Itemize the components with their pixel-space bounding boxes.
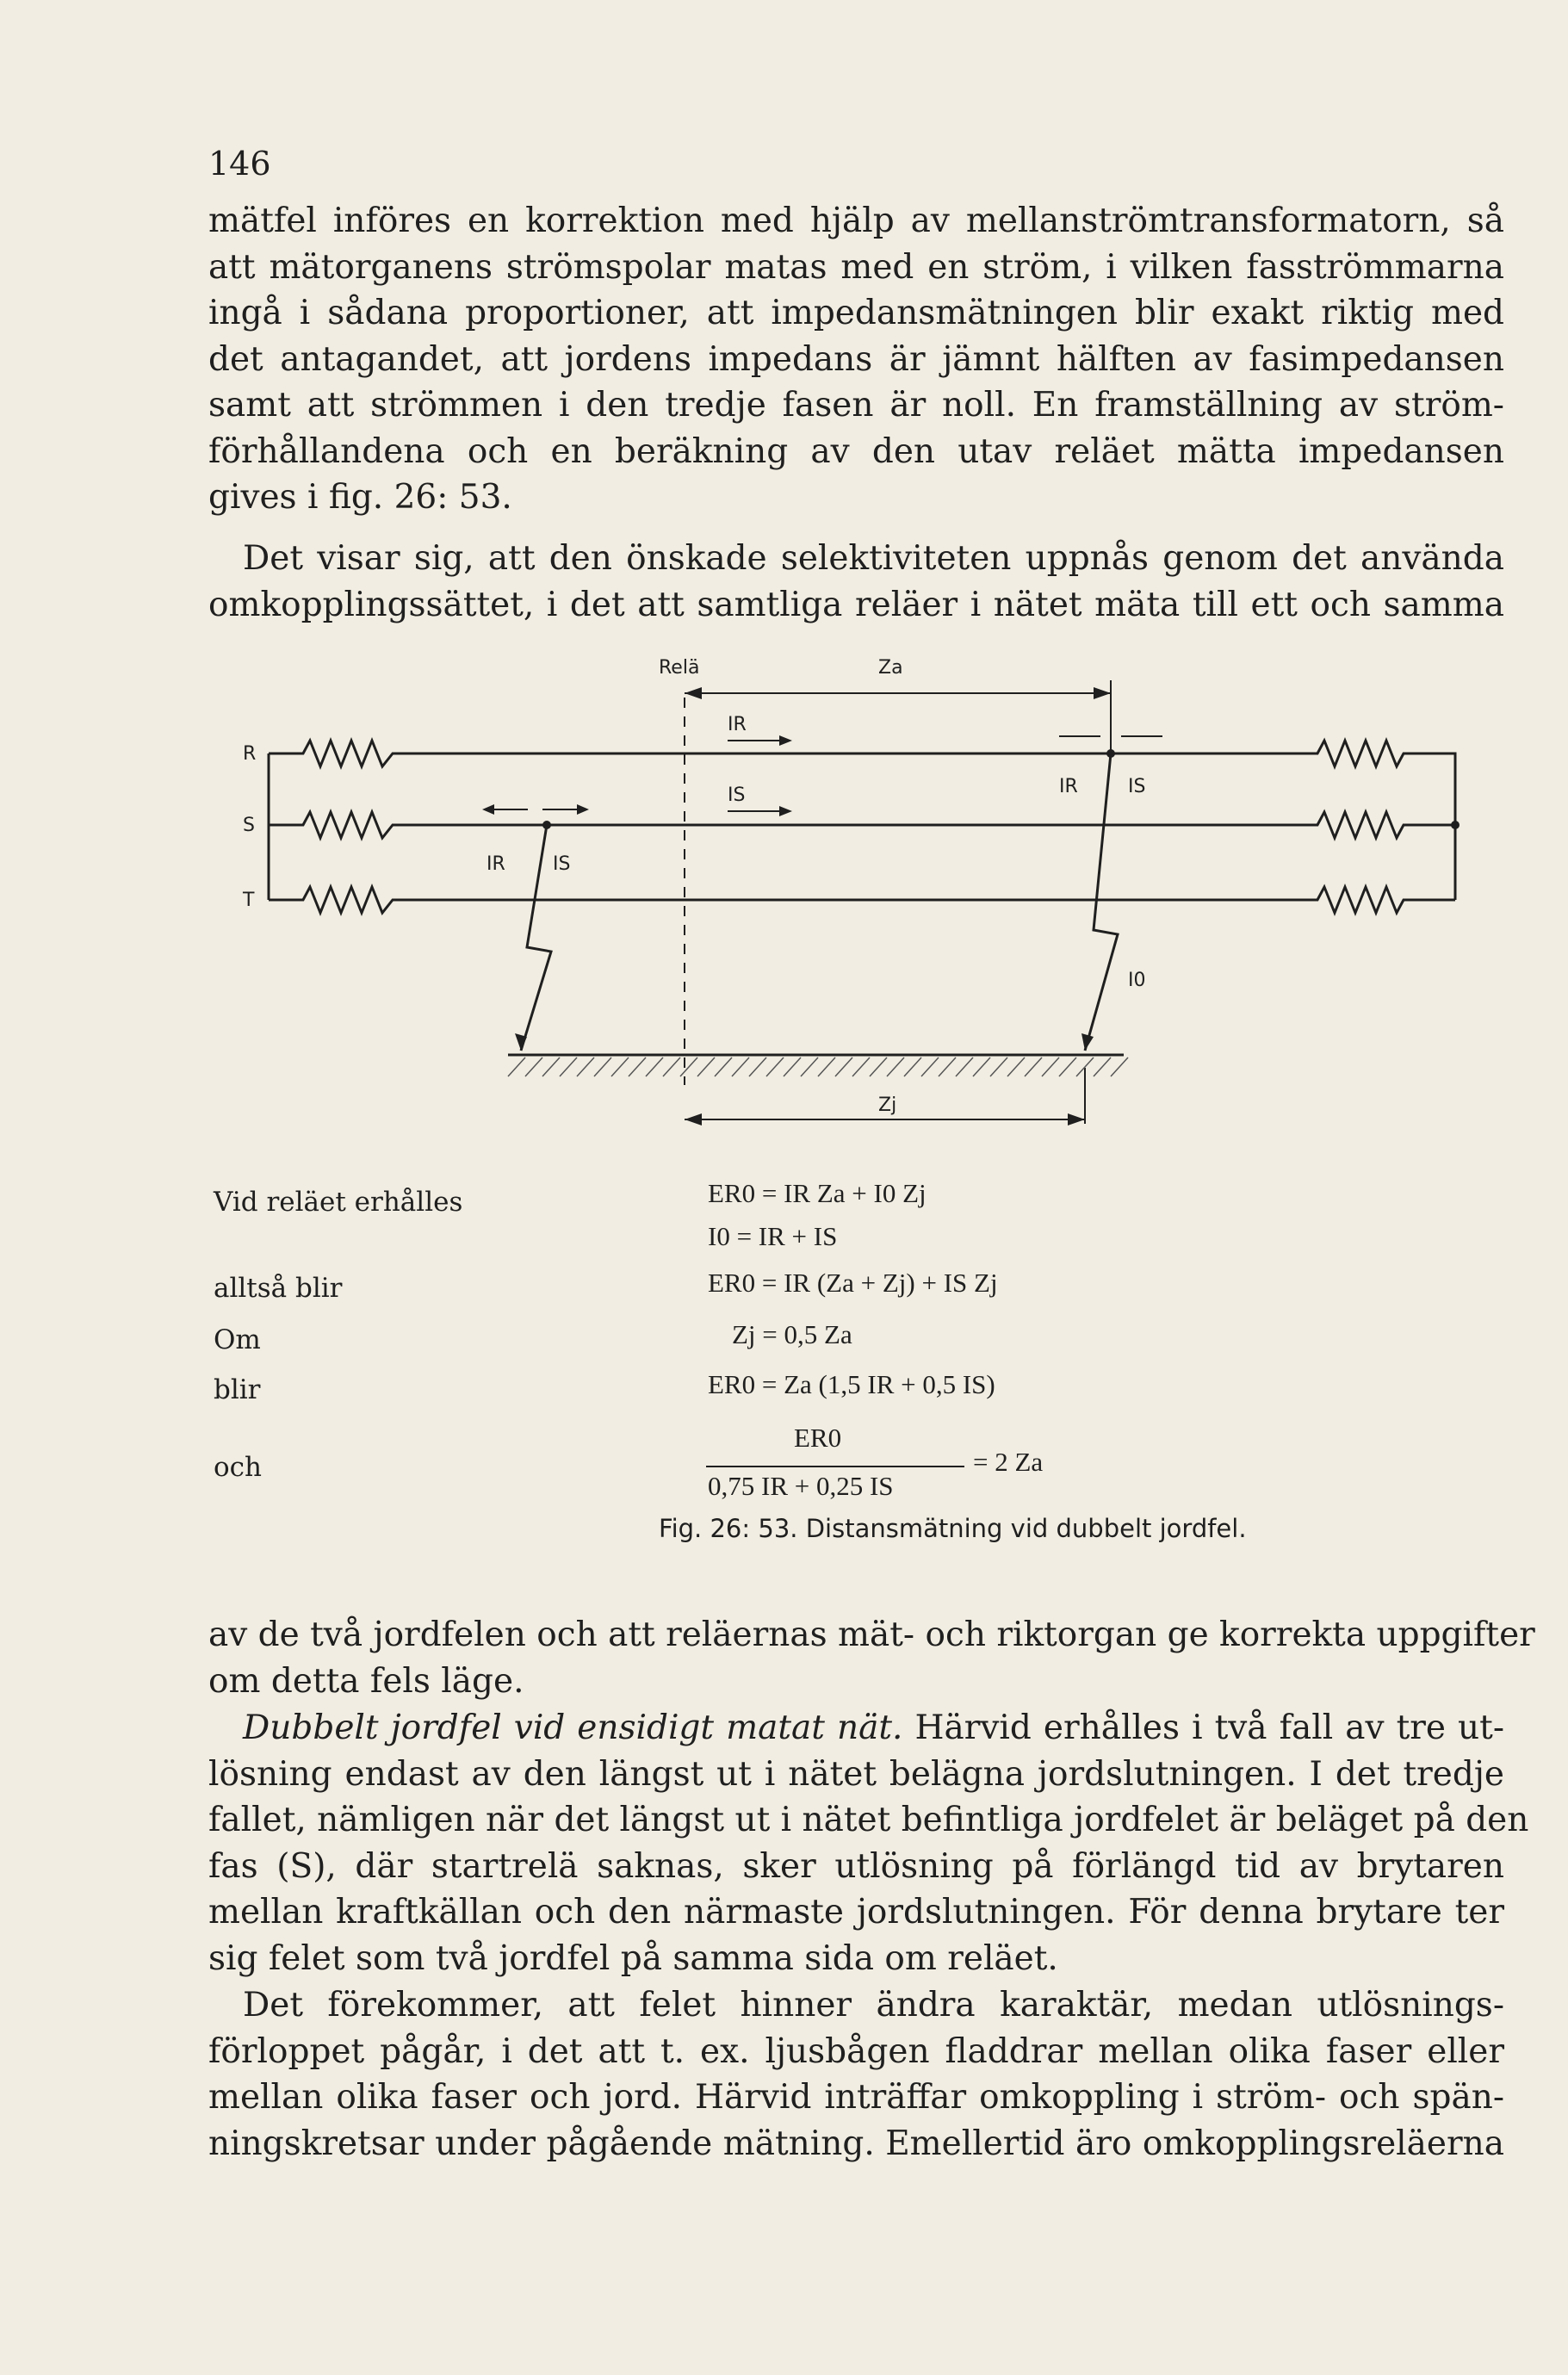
text-line: fallet, nämligen när det längst ut i nätet befintliga jordfelet är beläget på den [208,1801,1529,1839]
zj-label: Zj [878,1094,897,1116]
text-line: samt att strömmen i den tredje fasen är noll. En framställning av ström- [208,386,1504,425]
figure-caption: Fig. 26: 53. Distansmätning vid dubbelt jordfel. [659,1514,1247,1543]
text-line: fas (S), där startrelä saknas, sker utlösning på förlängd tid av brytaren [208,1846,1504,1886]
circuit-diagram [224,654,1498,1137]
text-line: gives i fig. 26: 53. [208,478,512,517]
equation-label: och [214,1452,262,1483]
equation: ER0 = IR (Za + Zj) + IS Zj [708,1268,998,1298]
text-line: mellan olika faser och jord. Härvid inträffar omkoppling i ström- och spän- [208,2078,1504,2117]
fraction-line [706,1466,964,1467]
paragraph-5 [208,1982,1504,2167]
is-label: IS [553,853,571,875]
is-label: IS [728,784,746,806]
i0-label: I0 [1128,970,1146,991]
paragraph-3 [208,1612,1535,1704]
fraction-numerator: ER0 [794,1423,842,1453]
text-line: Det förekommer, att felet hinner ändra karaktär, medan utlösnings- [243,1986,1504,2025]
text-line: omkopplingssättet, i det att samtliga reläer i nätet mäta till ett och samma [208,585,1504,624]
phase-s-label: S [243,815,255,836]
equation-rhs: = 2 Za [973,1447,1044,1477]
text-line: mellan kraftkällan och den närmaste jordslutningen. För denna brytare ter [208,1893,1504,1932]
text-line: det antagandet, att jordens impedans är jämnt hälften av fasimpedansen [208,339,1504,379]
text-line: sig felet som två jordfel på samma sida om reläet. [208,1938,1058,1978]
text-fragment: Härvid erhålles i två fall av tre ut- [902,1708,1504,1747]
equation: ER0 = Za (1,5 IR + 0,5 IS) [708,1369,995,1399]
phase-t-label: T [243,890,255,911]
text-line [208,1705,1504,1752]
paragraph-1 [208,198,1504,521]
is-label: IS [1128,776,1146,797]
equation-label: alltså blir [214,1273,343,1304]
relay-label: Relä [659,657,700,679]
equation-label: blir [214,1374,261,1405]
equation-label: Om [214,1324,261,1355]
text-line: förhållandena och en beräkning av den utav reläet mätta impedansen [208,431,1504,471]
ir-label: IR [728,714,747,735]
text-line: lösning endast av den längst ut i nätet belägna jordslutningen. I det tredje [208,1754,1504,1794]
fraction-denominator: 0,75 IR + 0,25 IS [708,1471,894,1501]
page-number: 146 [208,145,271,183]
italic-heading: Dubbelt jordfel vid ensidigt matat nät. [243,1708,903,1747]
equation: Zj = 0,5 Za [732,1319,852,1349]
text-line: att mätorganens strömspolar matas med en ström, i vilken fasströmmarna [208,247,1504,287]
paragraph-4 [208,1705,1529,1981]
ir-label: IR [1059,776,1078,797]
equation-label: Vid reläet erhålles [214,1187,463,1218]
paragraph-2 [208,536,1504,628]
text-line: av de två jordfelen och att reläernas mät- och riktorgan ge korrekta uppgifter [208,1615,1535,1654]
text-line: ingå i sådana proportioner, att impedansmätningen blir exakt riktig med [208,294,1504,332]
text-line: Det visar sig, att den önskade selektiviteten uppnås genom det använda [243,539,1504,578]
equation: I0 = IR + IS [708,1221,838,1251]
phase-r-label: R [243,743,257,765]
text-line: förloppet pågår, i det att t. ex. ljusbågen fladdrar mellan olika faser eller [208,2031,1504,2071]
equation: ER0 = IR Za + I0 Zj [708,1178,927,1208]
za-label: Za [878,657,903,679]
text-line: ningskretsar under pågående mätning. Emellertid äro omkopplingsreläerna [208,2124,1504,2163]
text-line: om detta fels läge. [208,1661,524,1701]
text-line: mätfel införes en korrektion med hjälp av mellanströmtransformatorn, så [208,202,1504,240]
ir-label: IR [487,853,505,875]
